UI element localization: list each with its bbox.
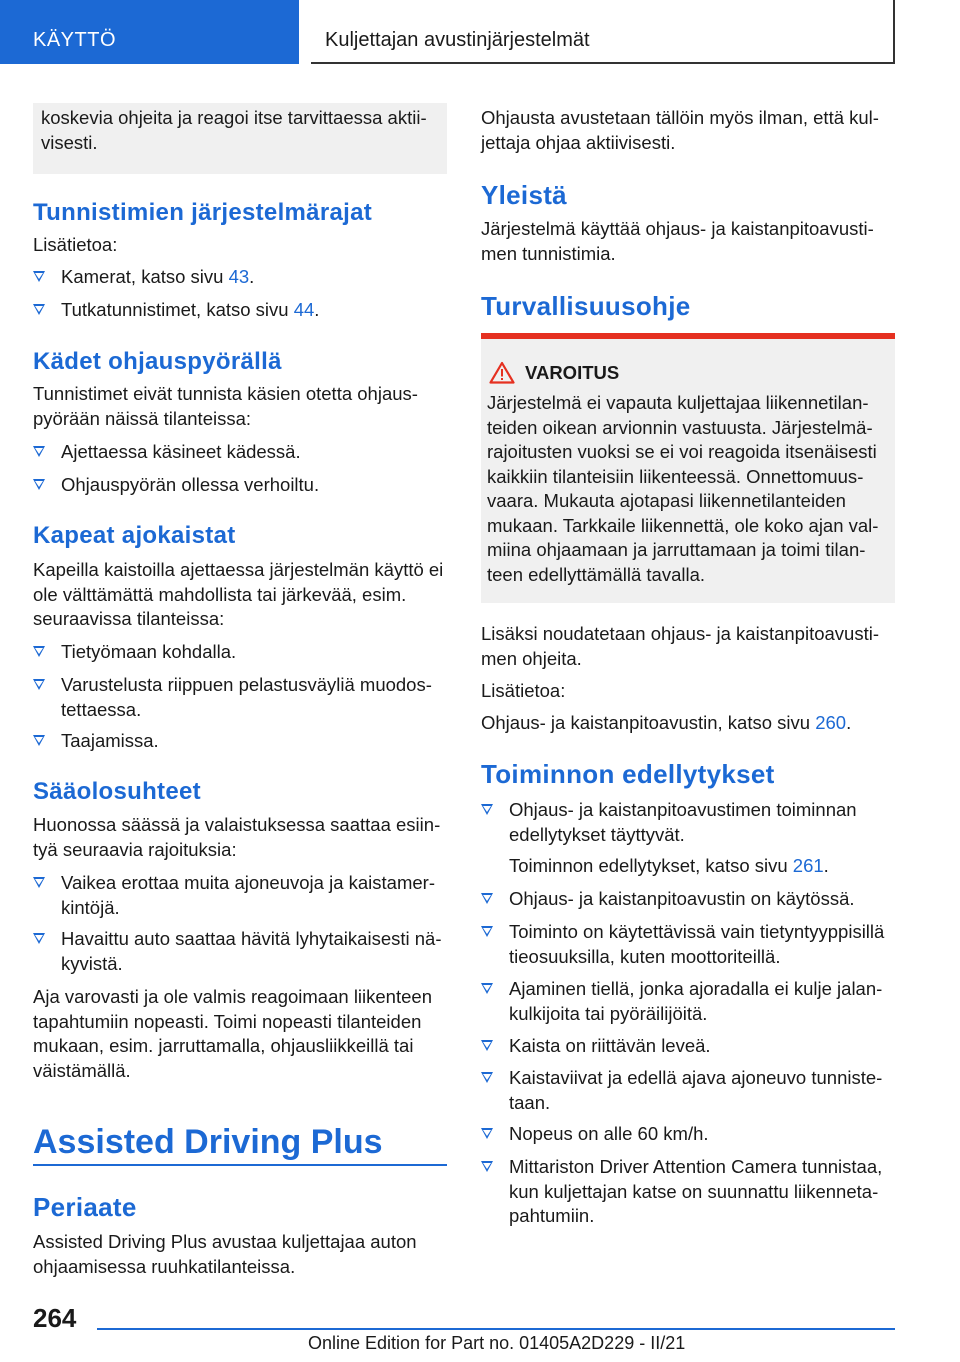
triangle-bullet-icon xyxy=(481,893,493,904)
triangle-bullet-icon xyxy=(481,1128,493,1139)
intro-box xyxy=(33,103,447,174)
warning-triangle-icon xyxy=(489,361,515,384)
list-item: Ajettaessa käsineet kädessä. xyxy=(33,440,447,465)
triangle-bullet-icon xyxy=(33,735,45,746)
triangle-bullet-icon xyxy=(33,646,45,657)
page-link-43[interactable]: 43 xyxy=(228,266,250,287)
safety-p3: Ohjaus- ja kaistanpitoavustin, katso sivu 260. xyxy=(481,712,852,733)
triangle-bullet-icon xyxy=(481,804,493,815)
narrow-lanes-lead: Kapeilla kaistoilla ajettaessa järjestelmän käyttö ei ole välttämättä mahdollista tai järkevää, esim. seuraavissa tilanteissa: xyxy=(33,559,444,629)
header-section-tab xyxy=(0,0,299,64)
triangle-bullet-icon xyxy=(33,479,45,490)
triangle-bullet-icon xyxy=(481,1040,493,1051)
page-link-44[interactable]: 44 xyxy=(293,299,315,320)
principle-lead: Assisted Driving Plus avustaa kuljettajaa auton ohjaamisessa ruuhkatilanteissa. xyxy=(33,1231,417,1277)
page-number: 264 xyxy=(33,1303,77,1333)
list-item: Kaistaviivat ja edellä ajava ajoneuvo tunnistetaan. xyxy=(481,1066,895,1115)
triangle-bullet-icon xyxy=(33,446,45,457)
safety-p2: Lisätietoa: xyxy=(481,680,566,701)
list-item: Kamerat, katso sivu 43. xyxy=(33,265,447,290)
heading-principle: Periaate xyxy=(33,1192,137,1222)
list-item: Ohjauspyörän ollessa verhoiltu. xyxy=(33,473,447,498)
footer-edition: Online Edition for Part no. 01405A2D229 - II/21 xyxy=(308,1333,686,1353)
list-item: Tutkatunnistimet, katso sivu 44. xyxy=(33,298,447,323)
list-item: Mittariston Driver Attention Camera tunnistaa, kun kuljettajan katse on suunnattu liikennetapahtumiin. xyxy=(481,1155,895,1229)
warning-body: Järjestelmä ei vapauta kuljettajaa liikennetilanteiden oikean arvionnin vastuusta. Järjestelmärajoitusten vuoksi se ei voi reagoida itsenäisesti kaikkiin tilanteisiin liikenteessä. Onnettomuusvaara. Mukauta ajotapasi liikennetilanteiden mukaan. Tarkkaile liikennettä, ole koko ajan valmiina ohjaamaan ja jarruttamaan ja toimi tilanteen edellyttämällä tavalla. xyxy=(487,392,879,585)
heading-general: Yleistä xyxy=(481,180,567,210)
title-rule xyxy=(33,1164,447,1166)
right-intro: Ohjausta avustetaan tällöin myös ilman, että kuljettaja ohjaa aktiivisesti. xyxy=(481,107,879,153)
triangle-bullet-icon xyxy=(481,926,493,937)
heading-weather: Sääolosuhteet xyxy=(33,778,201,805)
safety-p1: Lisäksi noudatetaan ohjaus- ja kaistanpitoavustimen ohjeita. xyxy=(481,623,880,669)
list-item: Kaista on riittävän leveä. xyxy=(481,1034,895,1059)
intro-box-text: koskevia ohjeita ja reagoi itse tarvittaessa aktiivisesti. xyxy=(41,107,427,153)
triangle-bullet-icon xyxy=(481,1161,493,1172)
triangle-bullet-icon xyxy=(33,304,45,315)
main-title: Assisted Driving Plus xyxy=(33,1123,383,1161)
list-item: Taajamissa. xyxy=(33,729,447,754)
heading-sensor-limits: Tunnistimien järjestelmärajat xyxy=(33,199,373,226)
general-lead: Järjestelmä käyttää ohjaus- ja kaistanpitoavustimen tunnistimia. xyxy=(481,218,874,264)
prerequisites-sub: Toiminnon edellytykset, katso sivu 261. xyxy=(509,855,829,876)
list-item: Ohjaus- ja kaistanpitoavustimen toiminnan edellytykset täyttyvät. xyxy=(481,798,895,847)
page-link-260[interactable]: 260 xyxy=(815,712,847,733)
list-item: Varustelusta riippuen pelastusväyliä muodostettaessa. xyxy=(33,673,447,722)
page-link-261[interactable]: 261 xyxy=(792,855,824,876)
sensor-limits-lead: Lisätietoa: xyxy=(33,234,118,255)
list-item: Tietyömaan kohdalla. xyxy=(33,640,447,665)
list-item: Vaikea erottaa muita ajoneuvoja ja kaistamerkintöjä. xyxy=(33,871,447,920)
weather-lead: Huonossa säässä ja valaistuksessa saattaa esiintyä seuraavia rajoituksia: xyxy=(33,814,441,860)
warning-heading xyxy=(487,361,881,385)
hands-on-wheel-lead: Tunnistimet eivät tunnista käsien otetta ohjauspyörään näissä tilanteissa: xyxy=(33,383,418,429)
warning-box xyxy=(481,333,895,603)
heading-safety: Turvallisuusohje xyxy=(481,291,691,321)
heading-hands-on-wheel: Kädet ohjauspyörällä xyxy=(33,348,282,375)
triangle-bullet-icon xyxy=(33,271,45,282)
heading-prerequisites: Toiminnon edellytykset xyxy=(481,759,775,789)
weather-tail: Aja varovasti ja ole valmis reagoimaan liikenteen tapahtumiin nopeasti. Toimi nopeasti tilanteiden mukaan, esim. jarruttamalla, ohjausliikkeillä tai väistämällä. xyxy=(33,986,432,1081)
list-item: Havaittu auto saattaa hävitä lyhytaikaisesti näkyvistä. xyxy=(33,927,447,976)
triangle-bullet-icon xyxy=(481,983,493,994)
heading-narrow-lanes: Kapeat ajokaistat xyxy=(33,522,236,549)
triangle-bullet-icon xyxy=(33,679,45,690)
list-item: Ohjaus- ja kaistanpitoavustin on käytössä. xyxy=(481,887,895,912)
list-item: Nopeus on alle 60 km/h. xyxy=(481,1122,895,1147)
triangle-bullet-icon xyxy=(33,877,45,888)
footer-rule xyxy=(97,1328,895,1330)
header-chapter xyxy=(311,0,895,64)
warning-content xyxy=(481,339,895,603)
header-chapter-label: Kuljettajan avustinjärjestelmät xyxy=(325,29,590,51)
list-item: Toiminto on käytettävissä vain tietyntyyppisillä tieosuuksilla, kuten moottoriteillä. xyxy=(481,920,895,969)
header-section-label: KÄYTTÖ xyxy=(33,29,117,51)
warning-title: VAROITUS xyxy=(525,362,620,383)
list-item: Ajaminen tiellä, jonka ajoradalla ei kulje jalankulkijoita tai pyöräilijöitä. xyxy=(481,977,895,1026)
triangle-bullet-icon xyxy=(481,1072,493,1083)
triangle-bullet-icon xyxy=(33,933,45,944)
